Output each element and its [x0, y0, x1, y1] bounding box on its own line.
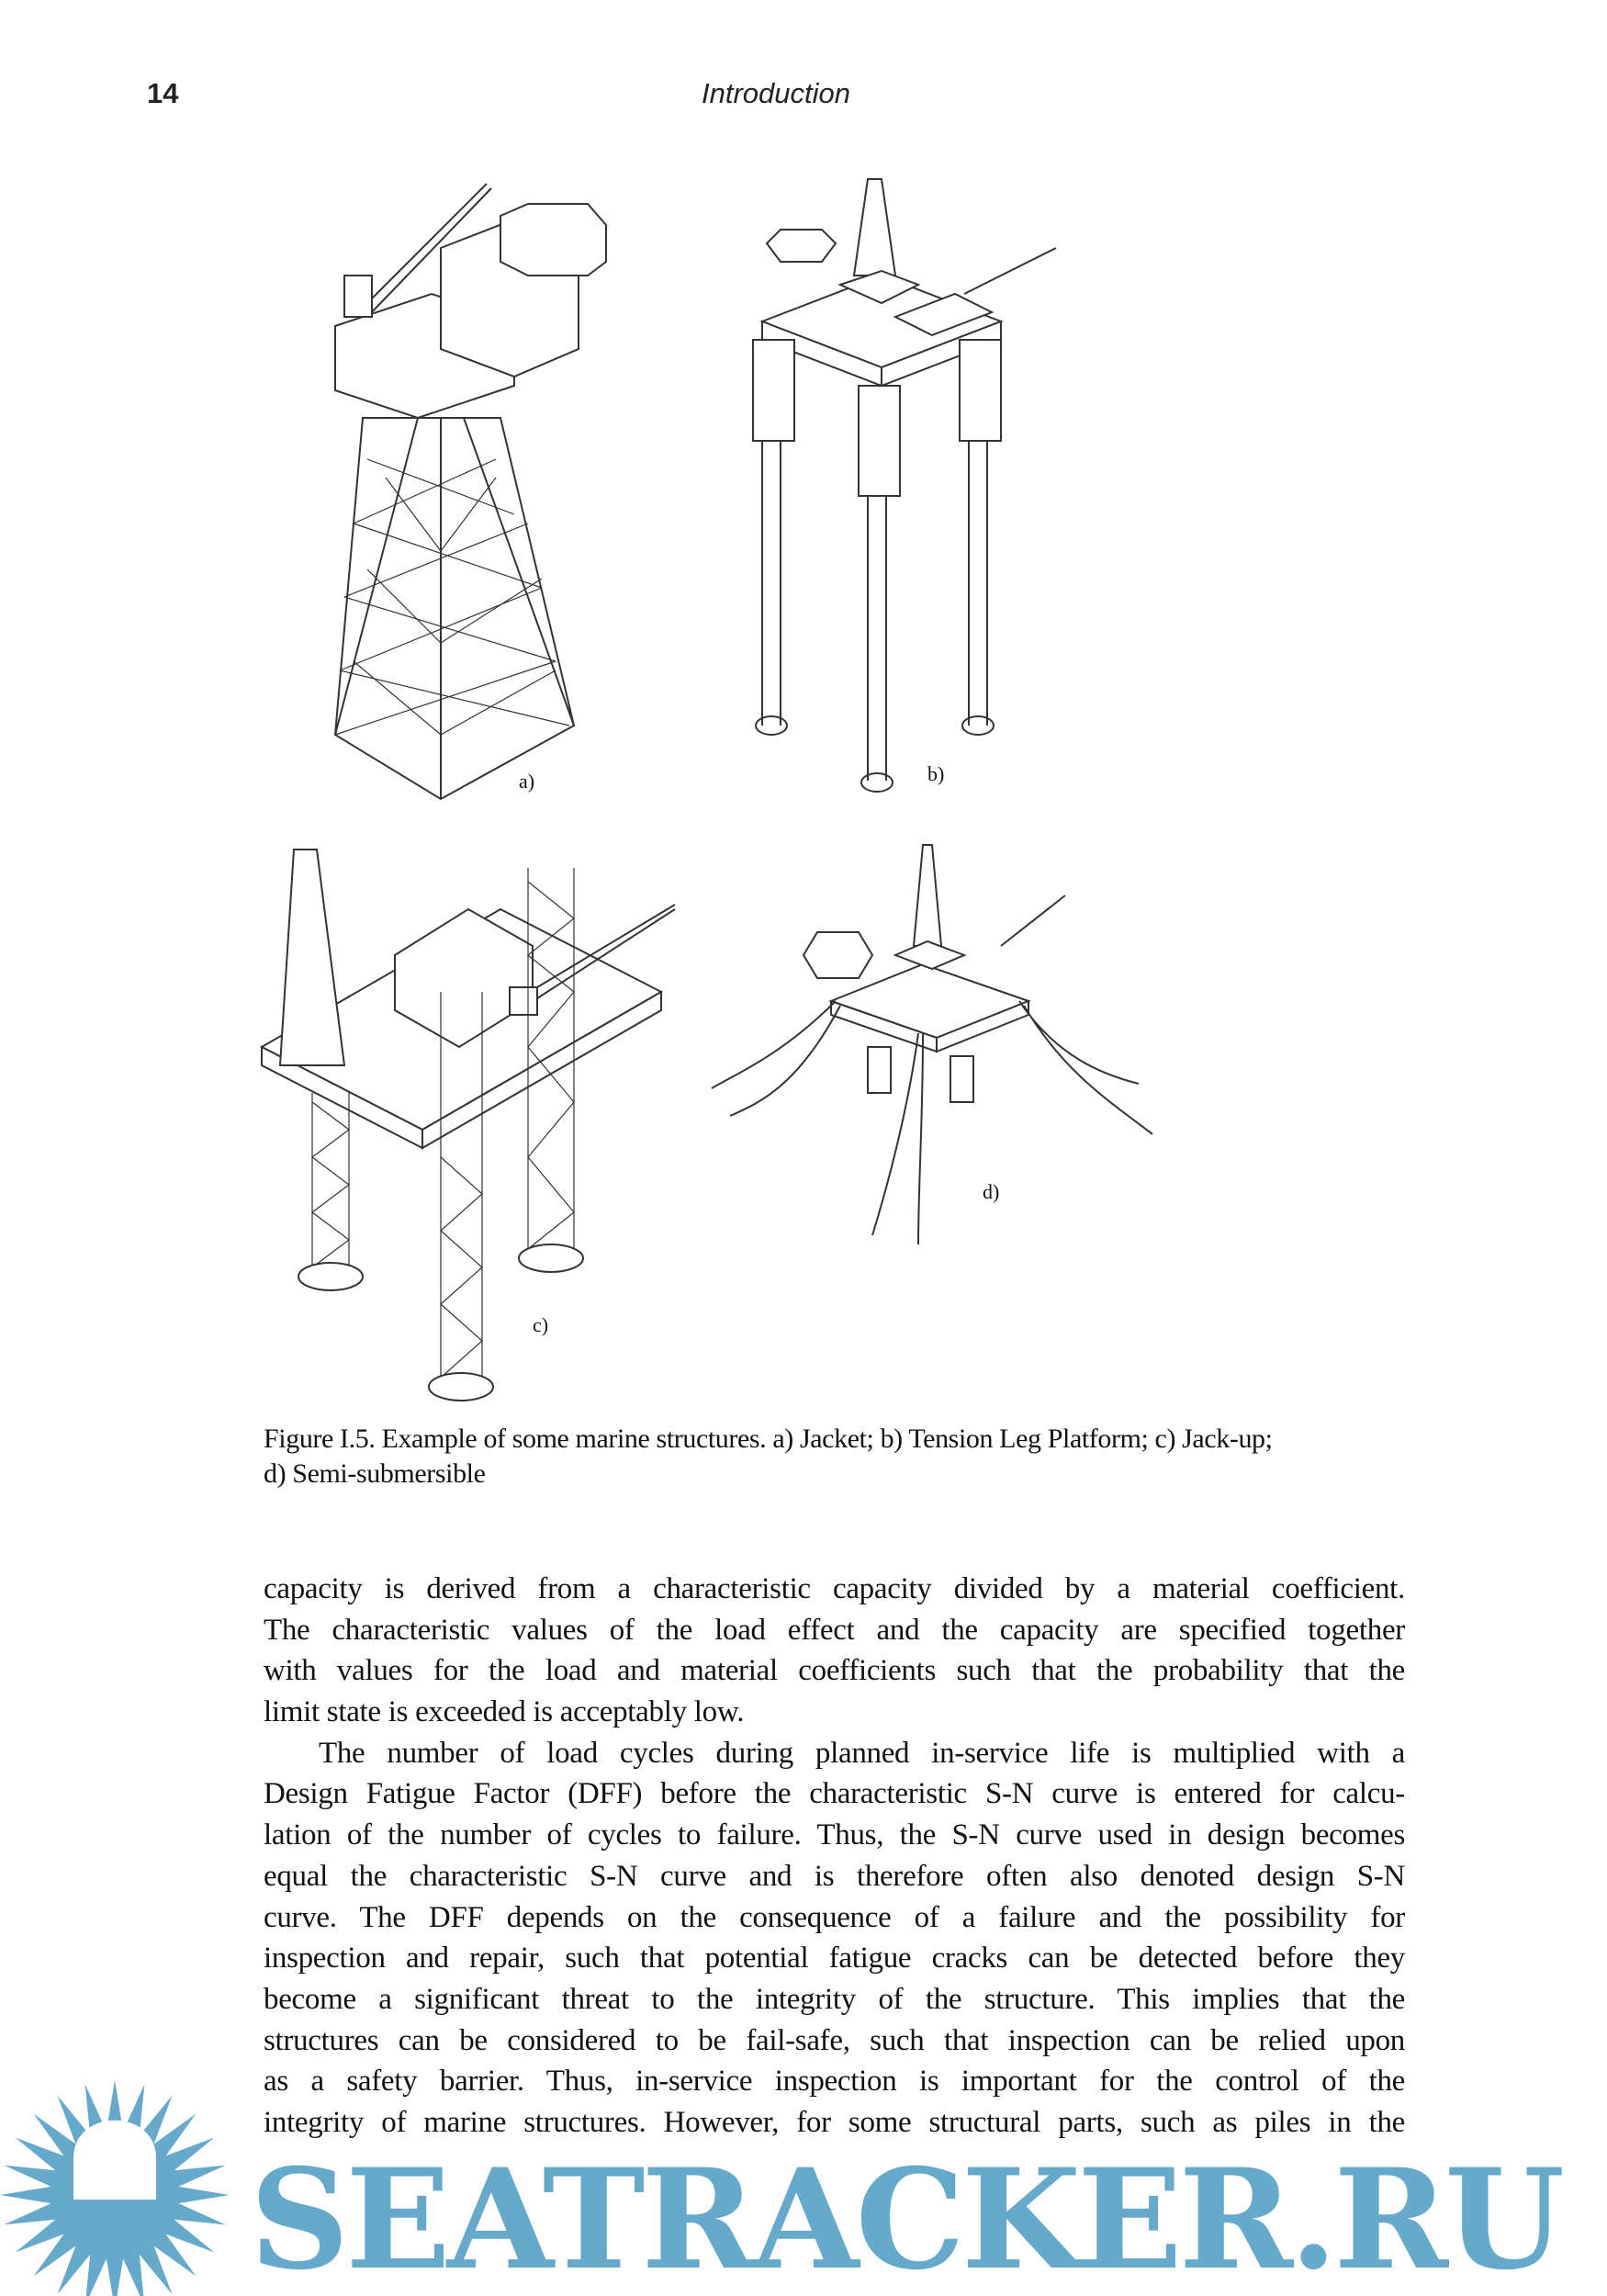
text-line: structures can be considered to be fail-safe, such that inspection can be relied upon — [264, 2023, 1405, 2057]
jack-up-drawing — [262, 850, 675, 1401]
page-number: 14 — [147, 77, 179, 109]
text-line: lation of the number of cycles to failure. Thus, the S-N curve used in design becomes — [264, 1818, 1405, 1852]
text-line: The characteristic values of the load effect and the capacity are specified together — [264, 1613, 1405, 1647]
semi-submersible-drawing — [712, 845, 1152, 1244]
panel-label-a: a) — [519, 770, 535, 793]
text-line: equal the characteristic S-N curve and is therefore often also denoted design S-N — [264, 1859, 1405, 1893]
caption-line: d) Semi-submersible — [264, 1458, 486, 1489]
panel-label-c: c) — [533, 1313, 549, 1336]
text-line: limit state is exceeded is acceptably low. — [264, 1695, 745, 1729]
text-line: Design Fatigue Factor (DFF) before the characteristic S-N curve is entered for calcu- — [264, 1777, 1405, 1811]
body-text — [264, 1569, 1405, 2144]
text-line: curve. The DFF depends on the consequence of a failure and the possibility for — [264, 1900, 1405, 1934]
panel-label-d: d) — [983, 1180, 1000, 1203]
jacket-drawing — [335, 184, 606, 799]
text-line: capacity is derived from a characteristic capacity divided by a material coefficient. — [264, 1572, 1405, 1605]
text-line: become a significant threat to the integrity of the structure. This implies that the — [264, 1982, 1405, 2016]
panel-label-b: b) — [927, 762, 945, 785]
running-title: Introduction — [702, 77, 850, 109]
text-line: integrity of marine structures. However, for some structural parts, such as piles in the — [264, 2105, 1405, 2139]
text-line: with values for the load and material coefficients such that the probability that the — [264, 1654, 1405, 1688]
figure-caption — [264, 1422, 1407, 1491]
text-line: as a safety barrier. Thus, in-service inspection is important for the control of the — [264, 2065, 1405, 2099]
tension-leg-platform-drawing — [753, 179, 1056, 792]
watermark-text: SEATRACKER.RU — [250, 2139, 1561, 2296]
caption-line: Figure I.5. Example of some marine structures. a) Jacket; b) Tension Leg Platform; c) Jack-up; — [264, 1424, 1273, 1454]
text-line: inspection and repair, such that potential fatigue cracks can be detected before they — [264, 1941, 1405, 1975]
text-line: The number of load cycles during planned in-service life is multiplied with a — [319, 1736, 1405, 1770]
